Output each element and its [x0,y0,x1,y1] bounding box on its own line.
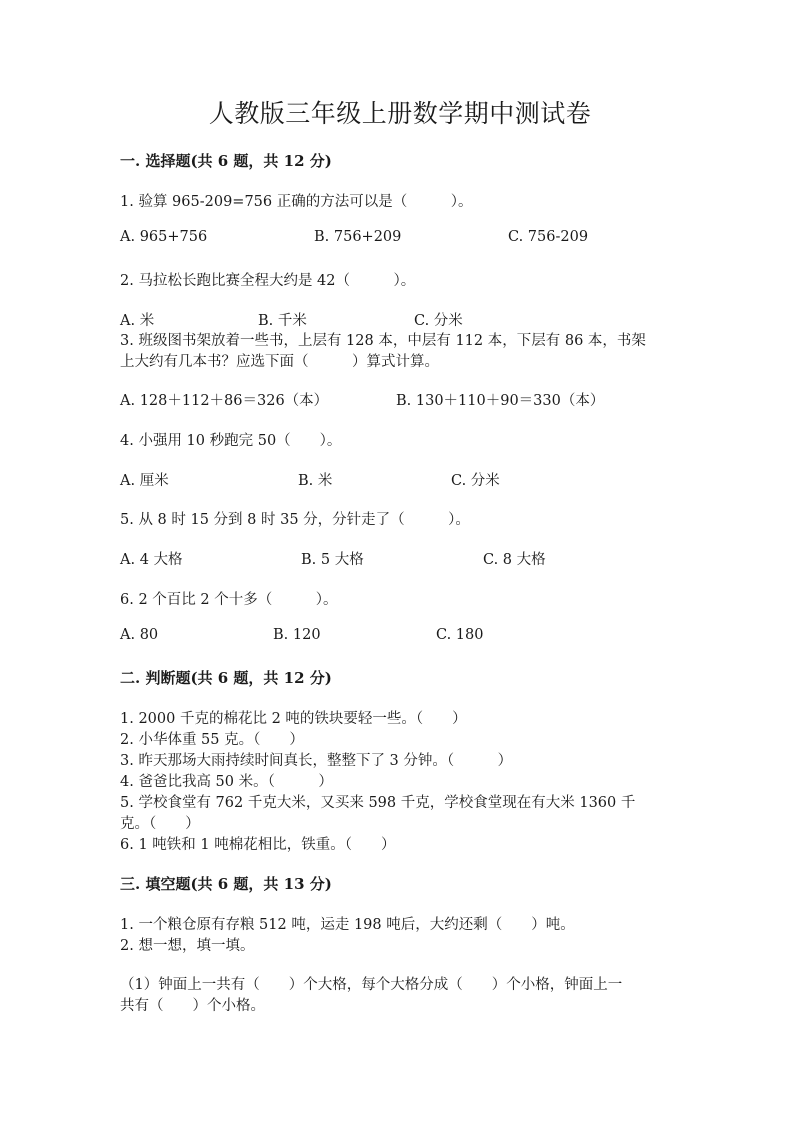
option-1-3-b: B. 130＋110＋90＝330（本） [396,393,605,409]
option-1-6-c: C. 180 [436,627,484,643]
judgment-3: 3. 昨天那场大雨持续时间真长，整整下了 3 分钟。（ ） [120,753,513,769]
question-1-2: 2. 马拉松长跑比赛全程大约是 42（ ）。 [120,273,416,289]
section-heading-choice: 一. 选择题(共 6 题，共 12 分) [120,152,332,170]
option-1-5-c: C. 8 大格 [483,552,546,568]
fill-1: 1. 一个粮仓原有存粮 512 吨，运走 198 吨后，大约还剩（ ）吨。 [120,917,575,933]
option-1-2-c: C. 分米 [414,313,463,329]
judgment-5-line2: 克。（ ） [120,816,200,832]
question-1-3-line1: 3. 班级图书架放着一些书，上层有 128 本，中层有 112 本，下层有 86 本，书架 [120,333,646,349]
option-1-6-b: B. 120 [273,627,321,643]
judgment-5-line1: 5. 学校食堂有 762 千克大米，又买来 598 千克，学校食堂现在有大米 1360 千 [120,795,636,811]
fill-2-sub-1-line2: 共有（ ）个小格。 [120,998,265,1014]
fill-2-sub-1-line1: （1）钟面上一共有（ ）个大格，每个大格分成（ ）个小格，钟面上一 [120,977,623,993]
question-1-3-line2: 上大约有几本书？应选下面（ ）算式计算。 [120,354,439,370]
section-heading-fill-blank: 三. 填空题(共 6 题，共 13 分) [120,875,332,893]
page-title: 人教版三年级上册数学期中测试卷 [208,99,592,128]
option-1-3-a: A. 128＋112＋86＝326（本） [120,393,329,409]
option-1-1-b: B. 756+209 [314,229,402,245]
section-heading-judgment: 二. 判断题(共 6 题，共 12 分) [120,669,332,687]
judgment-2: 2. 小华体重 55 克。（ ） [120,732,304,748]
option-1-1-a: A. 965+756 [120,229,208,245]
option-1-2-b: B. 千米 [258,313,307,329]
option-1-5-b: B. 5 大格 [301,552,364,568]
question-1-1: 1. 验算 965-209=756 正确的方法可以是（ ）。 [120,194,473,210]
fill-2: 2. 想一想，填一填。 [120,938,255,954]
judgment-6: 6. 1 吨铁和 1 吨棉花相比，铁重。（ ） [120,837,396,853]
option-1-4-c: C. 分米 [451,473,500,489]
option-1-1-c: C. 756-209 [508,229,589,245]
option-1-4-b: B. 米 [298,473,333,489]
judgment-1: 1. 2000 千克的棉花比 2 吨的铁块要轻一些。（ ） [120,711,467,727]
judgment-4: 4. 爸爸比我高 50 米。（ ） [120,774,333,790]
question-1-6: 6. 2 个百比 2 个十多（ ）。 [120,592,338,608]
option-1-6-a: A. 80 [120,627,159,643]
option-1-4-a: A. 厘米 [120,473,169,489]
option-1-2-a: A. 米 [120,313,155,329]
option-1-5-a: A. 4 大格 [120,552,183,568]
question-1-4: 4. 小强用 10 秒跑完 50（ ）。 [120,433,342,449]
question-1-5: 5. 从 8 时 15 分到 8 时 35 分，分针走了（ ）。 [120,512,470,528]
